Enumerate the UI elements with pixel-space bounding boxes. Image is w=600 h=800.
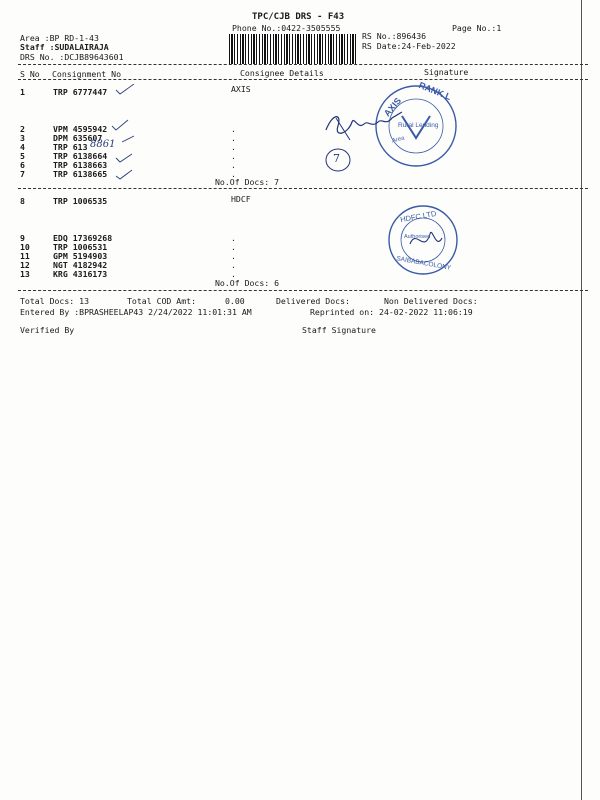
row-consignment: KRG 4316173 bbox=[53, 269, 108, 279]
row-consignment: TRP 6777447 bbox=[53, 87, 108, 97]
row-sno: 1 bbox=[20, 87, 25, 97]
cod-label: Total COD Amt: bbox=[127, 296, 197, 306]
phone-number: Phone No.:0422-3505555 bbox=[232, 23, 341, 33]
cod-value: 0.00 bbox=[225, 296, 245, 306]
col-consignment: Consignment No bbox=[52, 69, 122, 79]
row-sno: 7 bbox=[20, 169, 25, 179]
row-consignment: EDQ 17369268 bbox=[53, 233, 113, 243]
row-sno: 13 bbox=[20, 269, 30, 279]
row-consignee: . bbox=[231, 169, 236, 179]
row-consignee: . bbox=[231, 251, 236, 261]
barcode bbox=[229, 34, 357, 64]
tick-marks bbox=[110, 84, 150, 180]
circled-number: 7 bbox=[333, 152, 340, 165]
non-delivered-docs: Non Delivered Docs: bbox=[384, 296, 478, 306]
entered-by: Entered By :BPRASHEELAP43 2/24/2022 11:01:31 AM bbox=[20, 307, 252, 317]
rs-number: RS No.:896436 bbox=[362, 31, 427, 41]
stamp-text-bottom: Area bbox=[391, 135, 406, 145]
col-consignee: Consignee Details bbox=[240, 68, 324, 78]
row-sno: 10 bbox=[20, 242, 30, 252]
margin-line bbox=[581, 0, 582, 800]
row-consignee: . bbox=[231, 269, 236, 279]
page-number: Page No.:1 bbox=[452, 23, 502, 33]
delivered-docs: Delivered Docs: bbox=[276, 296, 350, 306]
col-sno: S No bbox=[20, 69, 40, 79]
row-consignment: NGT 4182942 bbox=[53, 260, 108, 270]
row-sno: 3 bbox=[20, 133, 25, 143]
divider bbox=[18, 64, 588, 65]
handwritten-correction: 8861 bbox=[90, 139, 116, 150]
drs-number: DRS No. :DCJB89643601 bbox=[20, 52, 124, 62]
rs-date: RS Date:24-Feb-2022 bbox=[362, 41, 456, 51]
row-consignee: . bbox=[231, 124, 236, 134]
row-consignee: . bbox=[231, 142, 236, 152]
stamp-text-bottom: SAIBABACOLONY bbox=[395, 255, 452, 272]
row-consignment: TRP 6138663 bbox=[53, 160, 108, 170]
row-consignee: AXIS bbox=[231, 84, 251, 94]
stamp-text-top: RANK L bbox=[417, 79, 453, 103]
row-consignment: VPM 4595942 bbox=[53, 124, 108, 134]
row-consignment: TRP 1006535 bbox=[53, 196, 108, 206]
row-sno: 9 bbox=[20, 233, 25, 243]
divider bbox=[18, 290, 588, 291]
signature bbox=[322, 104, 408, 144]
row-consignee: . bbox=[231, 160, 236, 170]
row-sno: 11 bbox=[20, 251, 30, 261]
verified-by: Verified By bbox=[20, 325, 75, 335]
row-consignee: . bbox=[231, 233, 236, 243]
col-signature: Signature bbox=[424, 67, 469, 77]
row-sno: 4 bbox=[20, 142, 25, 152]
row-consignee: . bbox=[231, 151, 236, 161]
row-consignment: DPM 635607 bbox=[53, 133, 103, 143]
stamp-subtitle: Rural Lending bbox=[398, 122, 439, 129]
row-consignee: . bbox=[231, 260, 236, 270]
row-consignee: . bbox=[231, 242, 236, 252]
staff-field: Staff :SUDALAIRAJA bbox=[20, 42, 109, 52]
total-docs: Total Docs: 13 bbox=[20, 296, 90, 306]
row-consignee: . bbox=[231, 133, 236, 143]
docs-count: No.Of Docs: 7 bbox=[215, 177, 280, 187]
stamp-text-top: HDFC LTD bbox=[399, 208, 438, 225]
row-sno: 5 bbox=[20, 151, 25, 161]
stamp-bank-name: AXIS bbox=[381, 95, 404, 119]
row-sno: 12 bbox=[20, 260, 30, 270]
row-consignment: TRP 6138664 bbox=[53, 151, 108, 161]
row-consignee: HDCF bbox=[231, 194, 251, 204]
row-consignment: TRP 613 bbox=[53, 142, 88, 152]
row-sno: 8 bbox=[20, 196, 25, 206]
divider bbox=[18, 79, 588, 80]
reprinted-on: Reprinted on: 24-02-2022 11:06:19 bbox=[310, 307, 473, 317]
row-consignment: TRP 1006531 bbox=[53, 242, 108, 252]
staff-signature: Staff Signature bbox=[302, 325, 376, 335]
row-consignment: TRP 6138665 bbox=[53, 169, 108, 179]
docs-count: No.Of Docs: 6 bbox=[215, 278, 280, 288]
row-consignment: GPM 5194903 bbox=[53, 251, 108, 261]
row-sno: 6 bbox=[20, 160, 25, 170]
divider bbox=[18, 188, 588, 189]
row-sno: 2 bbox=[20, 124, 25, 134]
area-field: Area :BP RD-1-43 bbox=[20, 33, 99, 43]
stamp-text-mid: Authorised bbox=[404, 234, 431, 240]
document-title: TPC/CJB DRS - F43 bbox=[252, 12, 345, 22]
